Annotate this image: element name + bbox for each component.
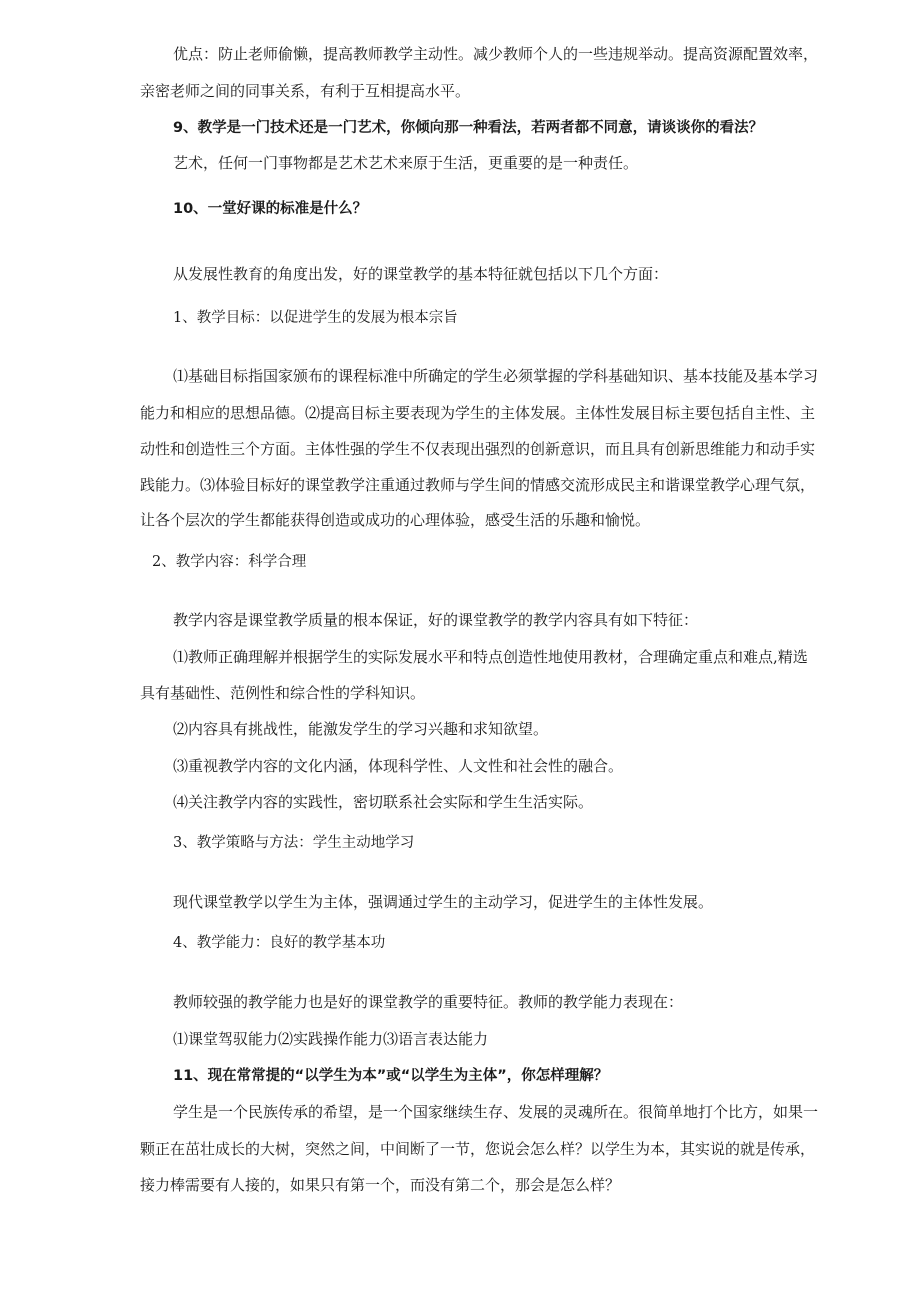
paragraph-line: 颗正在茁壮成长的大树，突然之间，中间断了一节，您说会怎么样？以学生为本，其实说的就是传承， xyxy=(140,1140,816,1158)
paragraph-line: 具有基础性、范例性和综合性的学科知识。 xyxy=(140,684,426,702)
subheading: 1、教学目标：以促进学生的发展为根本宗旨 xyxy=(173,310,458,326)
list-item: ⑵内容具有挑战性，能激发学生的学习兴趣和求知欲望。 xyxy=(173,720,549,738)
answer-text: 艺术，任何一门事物都是艺术艺术来原于生活，更重要的是一种责任。 xyxy=(173,154,639,172)
paragraph-line: 动性和创造性三个方面。主体性强的学生不仅表现出强烈的创新意识，而且具有创新思维能力和动手实 xyxy=(140,440,816,458)
subheading: 3、教学策略与方法：学生主动地学习 xyxy=(173,835,415,851)
list-item: ⑶重视教学内容的文化内涵，体现科学性、人文性和社会性的融合。 xyxy=(173,757,624,775)
question-heading-10: 10、一堂好课的标准是什么？ xyxy=(173,201,368,217)
question-heading-11: 11、现在常常提的“以学生为本”或“以学生为主体”，你怎样理解？ xyxy=(173,1068,609,1084)
paragraph-line: 优点：防止老师偷懒，提高教师教学主动性。减少教师个人的一些违规举动。提高资源配置效率， xyxy=(173,45,819,63)
paragraph-line: 践能力。⑶体验目标好的课堂教学注重通过教师与学生间的情感交流形成民主和谐课堂教学心理气氛， xyxy=(140,476,816,494)
paragraph-line: 教学内容是课堂教学质量的根本保证，好的课堂教学的教学内容具有如下特征： xyxy=(173,611,699,629)
list-item: ⑷关注教学内容的实践性，密切联系社会实际和学生生活实际。 xyxy=(173,793,594,811)
list-item: ⑴课堂驾驭能力⑵实践操作能力⑶语言表达能力 xyxy=(173,1030,489,1048)
paragraph-line: 接力棒需要有人接的，如果只有第一个，而没有第二个，那会是怎么样？ xyxy=(140,1176,621,1194)
paragraph-line: 能力和相应的思想品德。⑵提高目标主要表现为学生的主体发展。主体性发展目标主要包括自主性、主 xyxy=(140,404,816,422)
subheading: 2、教学内容：科学合理 xyxy=(152,554,307,570)
paragraph-line: ⑴基础目标指国家颁布的课程标准中所确定的学生必须掌握的学科基础知识、基本技能及基本学习 xyxy=(173,367,819,385)
paragraph-line: 亲密老师之间的同事关系，有利于互相提高水平。 xyxy=(140,82,471,100)
paragraph-line: 现代课堂教学以学生为主体，强调通过学生的主动学习，促进学生的主体性发展。 xyxy=(173,893,714,911)
paragraph-line: 从发展性教育的角度出发，好的课堂教学的基本特征就包括以下几个方面： xyxy=(173,265,669,283)
list-item: ⑴教师正确理解并根据学生的实际发展水平和特点创造性地使用教材，合理确定重点和难点,精选 xyxy=(173,648,808,666)
paragraph-line: 教师较强的教学能力也是好的课堂教学的重要特征。教师的教学能力表现在： xyxy=(173,993,684,1011)
paragraph-line: 让各个层次的学生都能获得创造或成功的心理体验，感受生活的乐趣和愉悦。 xyxy=(140,511,651,529)
paragraph-line: 学生是一个民族传承的希望，是一个国家继续生存、发展的灵魂所在。很简单地打个比方，如果一 xyxy=(173,1103,819,1121)
question-heading-9: 9、教学是一门技术还是一门艺术，你倾向那一种看法，若两者都不同意，请谈谈你的看法？ xyxy=(173,120,764,136)
subheading: 4、教学能力：良好的教学基本功 xyxy=(173,935,386,951)
